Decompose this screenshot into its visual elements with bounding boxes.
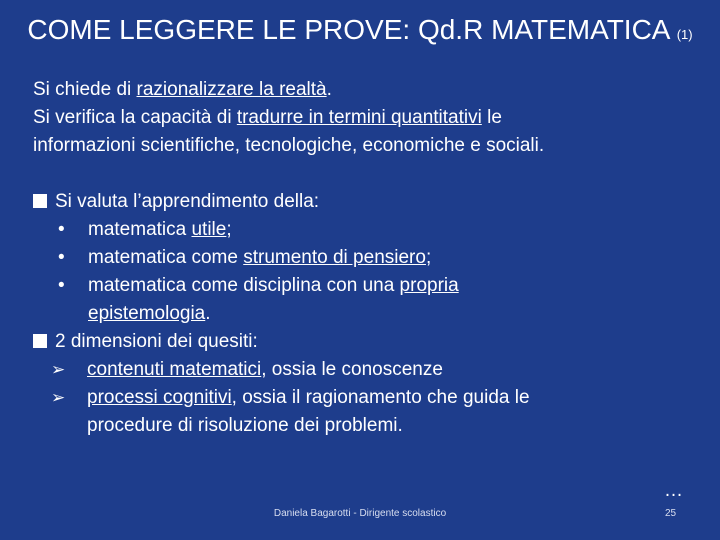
text: .	[326, 79, 332, 100]
square-bullet-icon	[33, 194, 47, 208]
underlined-text: razionalizzare la realtà	[136, 79, 327, 100]
arrow-item-2	[33, 384, 713, 412]
arrow-item-1	[33, 356, 713, 384]
bullet-item-3	[33, 272, 713, 300]
slide-title	[0, 14, 720, 46]
underlined-text: propria	[399, 275, 459, 296]
underlined-text: utile	[191, 219, 227, 240]
bullet-icon: •	[58, 247, 65, 268]
text: matematica	[88, 219, 192, 240]
text: matematica come disciplina con una	[88, 275, 400, 296]
text: ;	[226, 219, 232, 240]
footer-author: Daniela Bagarotti - Dirigente scolastico	[273, 508, 447, 519]
arrow-bullet-icon: ➢	[51, 388, 66, 407]
title-suffix: (1)	[676, 27, 693, 42]
ellipsis: …	[664, 480, 683, 501]
intro-line-2	[33, 104, 713, 132]
underlined-text: contenuti matematici	[87, 359, 262, 380]
intro-line-3: informazioni scientifiche, tecnologiche, economiche e sociali.	[33, 135, 545, 156]
text: , ossia le conoscenze	[261, 359, 443, 380]
spacer	[33, 160, 713, 188]
text: Si chiede di	[33, 79, 137, 100]
bullet-item-1	[33, 216, 713, 244]
bullet-icon: •	[58, 219, 65, 240]
text: matematica come	[88, 247, 244, 268]
arrow-item-2-cont: procedure di risoluzione dei problemi.	[87, 415, 403, 436]
underlined-text: tradurre in termini quantitativi	[236, 107, 482, 128]
section2-heading	[33, 328, 713, 356]
bullet-item-3-cont	[33, 300, 713, 328]
text: Si valuta l’apprendimento della:	[55, 191, 320, 212]
underlined-text: epistemologia	[88, 303, 206, 324]
section1-heading	[33, 188, 713, 216]
text: .	[205, 303, 211, 324]
intro-line-1	[33, 76, 713, 104]
text: le	[481, 107, 502, 128]
square-bullet-icon	[33, 334, 47, 348]
underlined-text: strumento di pensiero	[243, 247, 426, 268]
text: , ossia il ragionamento che guida le	[231, 387, 530, 408]
bullet-item-2	[33, 244, 713, 272]
bullet-icon: •	[58, 275, 65, 296]
slide-body	[33, 76, 713, 440]
title-main: COME LEGGERE LE PROVE: Qd.R MATEMATICA	[27, 14, 669, 45]
arrow-bullet-icon: ➢	[51, 360, 66, 379]
text: ;	[425, 247, 432, 268]
page-number: 25	[665, 508, 677, 519]
text: 2 dimensioni dei quesiti:	[55, 331, 258, 352]
underlined-text: processi cognitivi	[87, 387, 232, 408]
text: Si verifica la capacità di	[33, 107, 237, 128]
